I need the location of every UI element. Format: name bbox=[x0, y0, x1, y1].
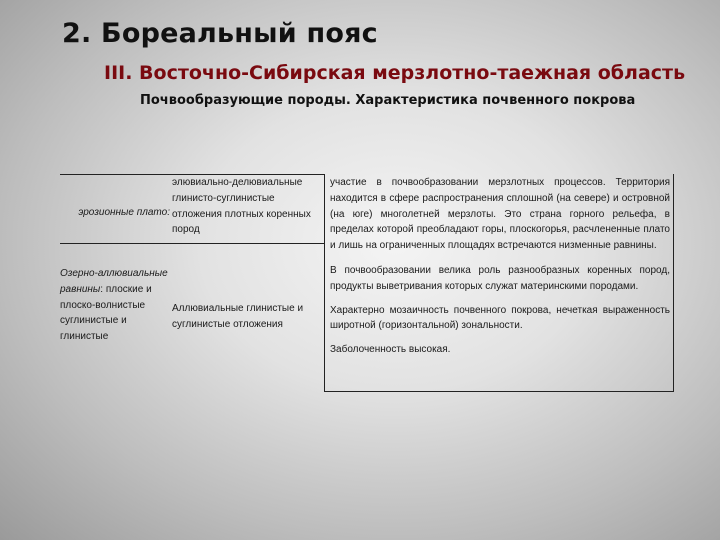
column-divider-right bbox=[673, 174, 674, 392]
rock-text-1: элювиально-делювиальные глинисто-суглинистые отложения плотных коренных пород bbox=[172, 177, 311, 236]
rock-cell-2 bbox=[172, 301, 322, 333]
column-divider-left bbox=[324, 174, 325, 392]
description-paragraph-4: Заболоченность высокая. bbox=[330, 344, 451, 356]
rock-cell-1 bbox=[172, 175, 322, 238]
slide-subheading: Почвообразующие породы. Характеристика почвенного покрова bbox=[140, 93, 636, 108]
slide-title: 2. Бореальный пояс bbox=[62, 18, 378, 49]
soil-table bbox=[60, 174, 675, 392]
description-paragraph-3: Характерно мозаичность почвенного покрова, нечеткая выраженность широтной (горизонтальной) зональности. bbox=[330, 304, 670, 332]
landform-cell-1 bbox=[60, 205, 170, 221]
description-paragraph-2: В почвообразовании велика роль разнообразных коренных пород, продукты выветривания которых служат материнскими породами. bbox=[330, 264, 670, 292]
slide-subtitle: III. Восточно-Сибирская мерзлотно-таежная область bbox=[104, 62, 686, 84]
description-cell bbox=[330, 175, 670, 358]
row-divider-bottom bbox=[324, 391, 674, 392]
rock-text-2: Аллювиальные глинистые и суглинистые отложения bbox=[172, 303, 304, 330]
landform-cell-2 bbox=[60, 266, 170, 345]
landform-label-2: Озерно-аллювиальные равнины bbox=[60, 268, 168, 295]
row-divider-middle bbox=[60, 243, 324, 244]
landform-text-2: : плоские и плоско-волнистые суглинистые и глинистые bbox=[60, 283, 152, 343]
landform-label-1: эрозионные плато: bbox=[78, 207, 170, 218]
description-paragraph-1: участие в почвообразовании мерзлотных процессов. Территория находится в сфере распространения сплошной (на севере) и островной (на юге) многолетней мерзлоты. Это страна горного рельефа, в пределах которой преобладают горы, плоскогорья, расчлененные плато и лишь на ограниченных площадях встречаются низменные равнины. bbox=[330, 177, 670, 252]
